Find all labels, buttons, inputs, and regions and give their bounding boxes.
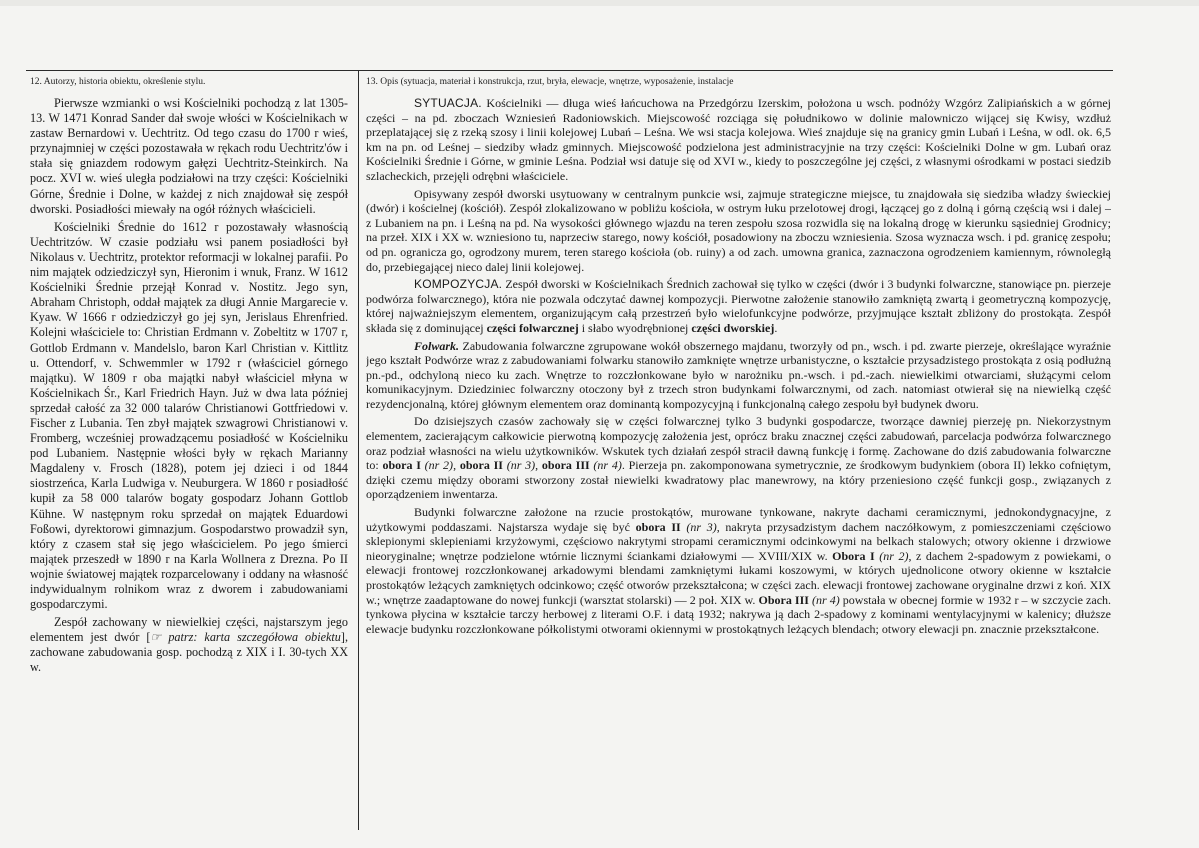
farm-part-term: części folwarcznej — [486, 320, 579, 335]
detail-card-reference: ☞ patrz: karta szczegółowa obiektu — [150, 630, 341, 645]
barn-3-number: (nr 4) — [589, 458, 622, 473]
farm-paragraph — [366, 339, 1111, 412]
barn-3-ref-number: (nr 4) — [808, 592, 840, 607]
situation-heading: SYTUACJA. — [414, 96, 482, 110]
buildings-text-d: powstała w obecnej formie w 1932 r – w szczycie zach. tynkowa płycina w kształcie tarczy herbowej z literami O.F. i datą 1932; nakrywa ją dach 2-spadowy z kominami wentylacyjnymi w kalenicy; dłuższe elewacje budynku rozczłonkowane półkolistymi otworami okiennymi w prostokątnych leżących blendach; otwory elewacji pn. znacznie przekształcone. — [366, 592, 1111, 636]
header-rule — [26, 70, 1113, 71]
history-paragraph-3 — [30, 615, 348, 675]
barn-2-label: obora II — [459, 458, 503, 473]
barn-2-number: (nr 3) — [502, 458, 536, 473]
preserved-buildings-paragraph: Do dzisiejszych czasów zachowały się w części folwarcznej tylko 3 budynki gospodarcze, tworzące dawniej pierzeję pn. Niekorzystnym elementem, zacierającym całkowicie pierwotną kompozycję założenia jest, oprócz braku znacznej części zabudowań, parcelacja podwórza folwarcznego oraz podział własności na wielu użytkowników. Wskutek tych działań zespół stracił dawną funkcję i formę. Zachowane do dziś zabudowania folwarczne to: obora I (nr 2), obora II (nr 3), obora III (nr 4). Pierzeja pn. zakomponowana symetrycznie, ze środkowym budynkiem (obora II) lekko cofniętym, dzięki czemu między oborami stworzony został niewielki kwadratowy plac manewrowy, na który przeniesiono część funkcji gosp., związanych z oporządzeniem inwentarza. — [366, 414, 1111, 502]
location-paragraph: Opisywany zespół dworski usytuowany w centralnym punkcie wsi, zajmuje strategiczne miejsce, tu znajdowała się siedziba władzy świeckiej (dwór) i kościelnej (kościół). Zespół zlokalizowano w pobliżu kościoła, w ostrym łuku przelotowej drogi, łączącej go z dolną i górną częścią wsi i dalej – z Lubaniem na pn. i Leśną na pd. Na wysokości głównego wjazdu na teren zespołu szosa rozwidla się na lokalną drogę w kierunku sąsiedniej Grodnicy; na przeł. XIX i XX w. wzniesiono tu, naprzeciw starego, nowy kościół, posadowiony na zboczu wzniesienia. Szosa wyznacza wsch. i pd. granicę zespołu; od pn. ogranicza go, ogrodzony murem, teren starego kościoła (ob. ruiny) a od zach. umowna granica, zaznaczona ogrodzeniem kamiennym, równoległą do, przebiegającej nieco dalej linii kolejowej. — [366, 186, 1111, 274]
buildings-text-a: Budynki folwarczne założone na rzucie prostokątów, murowane tynkowane, nakryte dachami ceramicznymi, jednokondygnacyjne, z użytkowymi poddaszami. Najstarsza wydaje się być — [366, 505, 1111, 534]
barn-2-ref-number: (nr 3) — [680, 519, 717, 534]
barn-1-label: obora I — [382, 458, 421, 473]
composition-text-end: . — [774, 320, 778, 335]
situation-text: Kościelniki — długa wieś łańcuchowa na Przedgórzu Izerskim, położona u wsch. podnóży Wzgórz Zalipiańskich a w górnej części – na pd. zboczach Wzniesień Radoniowskich. Miejscowość rozciąga się południkowo w dolinie malowniczo wijącej się Kwisy, wzdłuż przeplatającej się z rzeką szosy i linii kolejowej Lubań – Leśna. We wsi stacja kolejowa. Wieś znajduje się na granicy gmin Lubań i Leśna, w odl. ok. 6,5 km na pn. od Leśnej – siedziby władz gminnych. Miejscowość podzielona jest administracyjnie na trzy części: Kościelniki Dolne w gm. Lubań oraz Kościelniki Średnie i Górne, w gminie Leśna. Podział wsi datuje się od XVI w., kiedy to poszczególne jej części, z własnymi ośrodkami w postaci siedzib szlacheckich, przejęli odrębni właściciele. — [366, 96, 1111, 183]
p3-text-a: Zespół zachowany w niewielkiej części, najstarszym jego elementem jest dwór [ — [30, 615, 348, 645]
history-paragraph-1: Pierwsze wzmianki o wsi Kościelniki pochodzą z lat 1305-13. W 1471 Konrad Sander dał swoje włości w Kościelnikach w zastaw Bernardowi v. Uechtritz. Od tego czasu do 1700 r wieś, przynajmniej w części pozostawała w rękach rodu Uechtritz'ów i stała się gniazdem rodowym gałęzi Uechtritz-Steinkirch. Na pocz. XVI w. wieś uległa podziałowi na trzy części: Kościelniki Górne, Średnie i Dolne, w każdej z nich znajdował się zespół dworski. Posiadłości miewały na ogół różnych właścicieli. — [30, 96, 348, 216]
buildings-text-b: , nakryta przysadzistym dachem naczółkowym, z pomieszczeniami częściowo sklepionymi sklepieniami krzyżowymi, częściowo nakrytymi stropami ceramicznymi odcinkowymi na belkach stalowych; otwory okienne i drzwiowe nieoryginalne; wnętrze podzielone wtórnie licznymi ściankami działowymi — XVIII/XIX w. — [366, 519, 1111, 563]
barn-3-ref: Obora III — [758, 592, 809, 607]
barn-2-ref: obora II — [635, 519, 681, 534]
history-paragraph-2: Kościelniki Średnie do 1612 r pozostawały własnością Uechtritzów. W czasie podziału wsi panem posiadłości był Nikolaus v. Uechtritz, protektor reformacji w lokalnej parafii. Po nim majątek odziedziczył syn, Hieronim i wnuk, Franz. W 1612 Kościelniki Średnie przejął Konrad v. Nostitz. Jego syn, Abraham Christoph, oddał majątek za długi Annie Margarecie v. Kyaw. W 1666 r odziedziczył go jej syn, Jerislaus Ehrenfried. Kolejni właściciele to: Christian Erdmann v. Zobeltitz w 1707 r, Gottlob Erdmann v. Mandelslo, baron Karl Christian v. Kittlitz u. Ottendorf, v. Schwemmler w 1792 r (właściciel górnego majątku). W 1809 r oba majątki nabył właściciel młyna w Kościelnikach Śr., Karl Friedrich Hayn. Już w dwa lata później sprzedał całość za 32 000 talarów Christianowi Gottfriedowi v. Fischer z Lubania. Ten zbył majątek szwagrowi Christianowi v. Fromberg, wcześniej prowadzącemu posiadłość w Kościelniku pod Lubaniem. Następnie włości były w rękach Marianny Magdaleny v. Frosch (1828), potem jej dzieci i od 1844 siostrzeńca, Karla Ludwiga v. Neuburgera. W 1860 r posiadłość kupił za 58 000 talarów bogaty gospodarz Johann Gottlob Kühne. W następnym roku sprzedał on majątek Eduardowi Foßowi, dyrektorowi gimnazjum. Gospodarstwo prowadził syn, który z czasem stał się jego właścicielem. Po jego śmierci majątek przeszedł w 1890 r na Karla Wollnera z Drezna. Po II wojnie światowej majątek rozparcelowany i oddany na własność indywidualnym rolnikom wraz z dworem i zabudowaniami gospodarczymi. — [30, 219, 348, 612]
buildings-text-c: , z dachem 2-spadowym z powiekami, o elewacji frontowej rozczłonkowanej arkadowymi blendami zamkniętymi łukami koszowymi, w których ujednolicone otwory okienne w kształcie prostokątów leżących zamkniętych odcinkowo; część otworów przekształcona; w części zach. elewacji frontowej zachowane oryginalne drzwi z koń. XIX w.; wnętrze zaadaptowane do nowej funkcji (warsztat stolarski) — 2 poł. XIX w. — [366, 548, 1111, 607]
buildings-description-paragraph — [366, 505, 1111, 636]
farm-text: Zabudowania folwarczne zgrupowane wokół obszernego majdanu, tworzyły od pn., wsch. i pd. zwarte pierzeje, określające wyraźnie jego kształt Podwórze wraz z zabudowaniami folwarku stanowiło zamknięte wnętrze urbanistyczne, o kształcie przysadzistego prostokąta z osią podłużną pn.-pd., odchyloną nieco ku zach. Wnętrze to rozczłonkowane było w narożniku pn.-wsch. i pd.-zach. niewielkimi otwarciami, służącymi celom komunikacyjnym. Dziedziniec folwarczny otoczony był z trzech stron budynkami folwarcznymi, od zach. natomiast otwierał się na niewielką część rezydencjonalną, której głównym elementem oraz dominantą kompozycyjną i funkcjonalną całego zespołu był budynek dworu. — [366, 338, 1111, 411]
column-divider — [358, 70, 359, 830]
preserved-text-a: Do dzisiejszych czasów zachowały się w części folwarcznej tylko 3 budynki gospodarcze, tworzące dawniej pierzeję pn. Niekorzystnym elementem, zacierającym całkowicie pierwotną kompozycję założenia jest, oprócz braku znacznej części zabudowań, parcelacja podwórza folwarcznego oraz podział własności na wielu użytkowników. Wskutek tych działań zespół stracił dawną funkcję i formę. Zachowane do dziś zabudowania folwarczne to: — [366, 414, 1111, 473]
manor-part-term: części dworskiej — [691, 320, 775, 335]
composition-text: Zespół dworski w Kościelnikach Średnich zachował się tylko w części (dwór i 3 budynki folwarczne, stanowiące pn. pierzeje podwórza folwarcznego), która nie pozwala odczytać dawnej kompozycji. Pierwotne założenie stanowiło zamkniętą zwartą i geometryczną kompozycję, której najważniejszym elementem, organizującym całą przestrzeń było wielofunkcyjne podwórze, przyjmujące kształt zbliżony do prostokąta. Zespół składa się z dominującej — [366, 277, 1111, 335]
scan-edge — [0, 0, 1199, 6]
barn-1-ref-number: (nr 2) — [874, 548, 909, 563]
history-column — [30, 96, 348, 831]
composition-paragraph — [366, 277, 1111, 335]
barn-1-number: (nr 2) — [420, 458, 454, 473]
barn-1-ref: Obora I — [832, 548, 875, 563]
composition-heading: KOMPOZYCJA. — [414, 277, 503, 292]
barn-3-label: obora III — [541, 458, 590, 473]
description-column — [366, 96, 1111, 831]
situation-paragraph — [366, 96, 1111, 184]
section-12-header: 12. Autorzy, historia obiektu, określenie stylu. — [30, 77, 206, 87]
composition-text-mid: i słabo wyodrębnionej — [578, 320, 692, 335]
farm-heading: Folwark. — [414, 338, 460, 353]
preserved-text-b: . Pierzeja pn. zakomponowana symetrycznie, ze środkowym budynkiem (obora II) lekko cofniętym, dzięki czemu między oborami stworzony został niewielki kwadratowy plac manewrowy, na który przeniesiono część funkcji gosp., związanych z oporządzeniem inwentarza. — [366, 458, 1111, 502]
p3-text-b: ], zachowane zabudowania gosp. pochodzą z XIX i I. 30-tych XX w. — [30, 630, 348, 675]
section-13-header: 13. Opis (sytuacja, materiał i konstrukcja, rzut, bryła, elewacje, wnętrze, wyposażenie, instalacje — [366, 77, 734, 87]
